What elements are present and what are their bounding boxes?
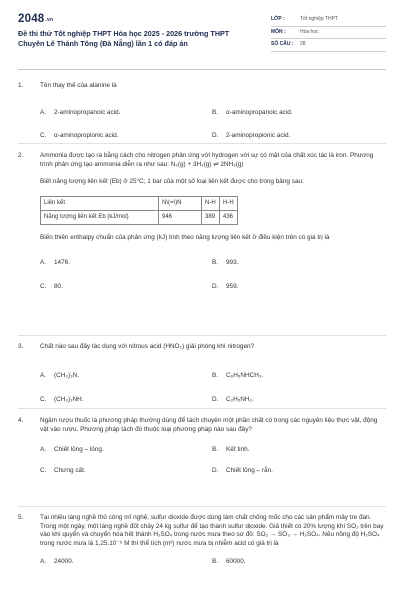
option-b[interactable] bbox=[212, 259, 238, 268]
option-text: (CH₃)₃N. bbox=[54, 371, 80, 379]
option-c[interactable] bbox=[40, 132, 118, 141]
question-stem: Ngâm rượu thuốc là phương pháp thường dùng để tách chuyên một phần chất có trong các nguyên liệu thực vật, động vật vào rượu. Phương pháp tách đó thuộc loại phương pháp nào sau đây? bbox=[40, 417, 378, 433]
option-d[interactable] bbox=[212, 283, 238, 292]
table-row bbox=[41, 196, 238, 210]
option-a[interactable] bbox=[40, 109, 120, 118]
table-cell: 389 bbox=[202, 210, 220, 224]
exam-title: Đề thi thử Tốt nghiệp THPT Hóa học 2025 - 2026 trường THPT Chuyên Lê Thánh Tông (Đà Nẵng) lần 1 có đáp án bbox=[18, 29, 230, 48]
option-text: 60000. bbox=[226, 557, 246, 565]
option-text: 24000. bbox=[54, 557, 74, 565]
option-letter: C. bbox=[40, 282, 47, 290]
question-5 bbox=[18, 514, 386, 569]
question-number: 2. bbox=[18, 152, 24, 159]
question-2 bbox=[18, 152, 386, 295]
logo-suffix: .vn bbox=[45, 17, 54, 23]
question-4 bbox=[18, 417, 386, 474]
bond-energy-table bbox=[40, 196, 238, 225]
exam-header bbox=[18, 12, 386, 74]
option-text: Chiết lỏng – lỏng. bbox=[54, 446, 104, 454]
option-text: (CH₃)₂NH. bbox=[54, 395, 84, 403]
option-d[interactable] bbox=[212, 132, 290, 141]
header-divider bbox=[18, 69, 386, 70]
option-letter: A. bbox=[40, 258, 47, 266]
option-letter: D. bbox=[212, 282, 219, 290]
option-letter: B. bbox=[212, 557, 219, 565]
question-divider bbox=[18, 408, 386, 409]
meta-row-count bbox=[271, 39, 386, 52]
option-text: C₆H₅NHCH₃. bbox=[226, 371, 264, 379]
option-text: 2-aminopropionic acid. bbox=[226, 131, 291, 139]
question-divider bbox=[18, 143, 386, 144]
logo-main: 2048 bbox=[18, 13, 45, 25]
option-a[interactable] bbox=[40, 259, 70, 268]
option-letter: A. bbox=[40, 108, 47, 116]
question-stem: Tên thay thế của alanine là bbox=[40, 82, 117, 89]
option-b[interactable] bbox=[212, 372, 263, 381]
table-cell: 946 bbox=[159, 210, 202, 224]
meta-value: Hóa học bbox=[300, 28, 319, 35]
site-logo[interactable] bbox=[18, 12, 53, 28]
option-b[interactable] bbox=[212, 558, 246, 567]
option-text: Kết tinh. bbox=[226, 446, 250, 454]
meta-label: LỚP : bbox=[271, 16, 285, 23]
option-letter: D. bbox=[212, 467, 219, 475]
option-letter: B. bbox=[212, 258, 219, 266]
reaction-equation: N₂(g) + 3H₂(g) ⇌ 2NH₃(g) bbox=[170, 160, 244, 168]
option-c[interactable] bbox=[40, 396, 84, 405]
table-cell: N\(=\)N bbox=[159, 196, 202, 210]
options bbox=[40, 243, 386, 295]
option-letter: A. bbox=[40, 446, 47, 454]
meta-label: SỐ CÂU : bbox=[271, 41, 294, 48]
option-text: Chiết lỏng – rắn. bbox=[226, 467, 273, 475]
option-a[interactable] bbox=[40, 372, 79, 381]
meta-row-subject bbox=[271, 27, 386, 40]
option-text: 993. bbox=[226, 258, 239, 266]
table-row bbox=[41, 210, 238, 224]
option-a[interactable] bbox=[40, 558, 74, 567]
option-d[interactable] bbox=[212, 467, 273, 476]
option-letter: C. bbox=[40, 467, 47, 475]
option-letter: A. bbox=[40, 371, 47, 379]
table-cell: 436 bbox=[220, 210, 238, 224]
question-number: 3. bbox=[18, 343, 24, 350]
option-b[interactable] bbox=[212, 109, 293, 118]
question-divider bbox=[18, 335, 386, 336]
meta-label: MÔN : bbox=[271, 28, 286, 35]
meta-row-class bbox=[271, 14, 386, 27]
question-3 bbox=[18, 343, 386, 403]
options bbox=[40, 91, 386, 139]
table-cell: N-H bbox=[202, 196, 220, 210]
option-text: Chưng cất. bbox=[54, 467, 86, 475]
option-letter: D. bbox=[212, 131, 219, 139]
option-d[interactable] bbox=[212, 396, 254, 405]
option-text: 1476. bbox=[54, 258, 70, 266]
options bbox=[40, 434, 386, 474]
question-stem: Chất nào sau đây tác dụng với nitrous acid (HNO₂) giải phóng khí nitrogen? bbox=[40, 343, 255, 350]
question-stem: Tại nhiều làng nghề thủ công mĩ nghệ, sulfur dioxide được dùng làm chất chống mốc cho các sản phẩm mây tre đan. Trong một ngày, một làng nghề đốt cháy 24 kg sulfur để tạo thành sulfur dioxide. Giả thiết có 20% lượng khí SO₂ trên bay vào khí quyển và chuyển hóa hết thành H₂SO₄ trong nước mưa theo sơ đồ: SO₂ → SO₃ → H₂SO₄. Nếu nồng độ H₂SO₄ trong nước mưa là 1,25.10⁻⁵ M thì thể tích (m³) nước mưa bị nhiễm acid có giá trị là bbox=[40, 514, 384, 547]
option-c[interactable] bbox=[40, 283, 63, 292]
option-b[interactable] bbox=[212, 446, 249, 455]
option-c[interactable] bbox=[40, 467, 86, 476]
option-text: α-aminopropanoic acid. bbox=[226, 108, 293, 116]
question-number: 5. bbox=[18, 514, 24, 521]
stem-text: Ammonia được tạo ra bằng cách cho nitrogen phản ứng với hydrogen với sự có mặt của chất xúc tác là iron. Phương trình phản ứng tạo ammonia diễn ra như sau: bbox=[40, 152, 374, 168]
meta-value: 28 bbox=[300, 41, 306, 48]
option-text: 959. bbox=[226, 282, 239, 290]
options bbox=[40, 352, 386, 403]
option-text: α-aminopropionic acid. bbox=[54, 131, 119, 139]
question-1 bbox=[18, 82, 386, 139]
option-letter: A. bbox=[40, 557, 47, 565]
option-a[interactable] bbox=[40, 446, 104, 455]
option-letter: C. bbox=[40, 395, 47, 403]
meta-value: Tốt nghiệp THPT bbox=[300, 16, 338, 23]
option-text: C₂H₅NH₂. bbox=[226, 395, 254, 403]
option-letter: D. bbox=[212, 395, 219, 403]
table-cell: Liên kết bbox=[41, 196, 159, 210]
table-cell: H-H bbox=[220, 196, 238, 210]
question-stem-enthalpy: Biến thiên enthalpy chuẩn của phản ứng (kJ) tính theo năng lượng liên kết ở điều kiện trên có giá trị là bbox=[40, 233, 330, 241]
question-stem bbox=[40, 152, 386, 169]
option-letter: B. bbox=[212, 371, 219, 379]
table-cell: Năng lượng liên kết Eb (kJ/mol) bbox=[41, 210, 159, 224]
option-letter: B. bbox=[212, 446, 219, 454]
options bbox=[40, 549, 386, 569]
option-text: 80. bbox=[54, 282, 63, 290]
option-letter: B. bbox=[212, 108, 219, 116]
exam-meta bbox=[271, 14, 386, 52]
question-number: 4. bbox=[18, 417, 24, 424]
question-number: 1. bbox=[18, 82, 24, 89]
option-text: 2-aminopropanoic acid. bbox=[54, 108, 121, 116]
question-stem-bond-energy: Biết năng lượng liên kết (Eb) ở 25°C; 1 bar của một số loại liên kết được cho trong bảng sau: bbox=[40, 178, 304, 186]
question-divider bbox=[18, 506, 386, 507]
option-letter: C. bbox=[40, 131, 47, 139]
